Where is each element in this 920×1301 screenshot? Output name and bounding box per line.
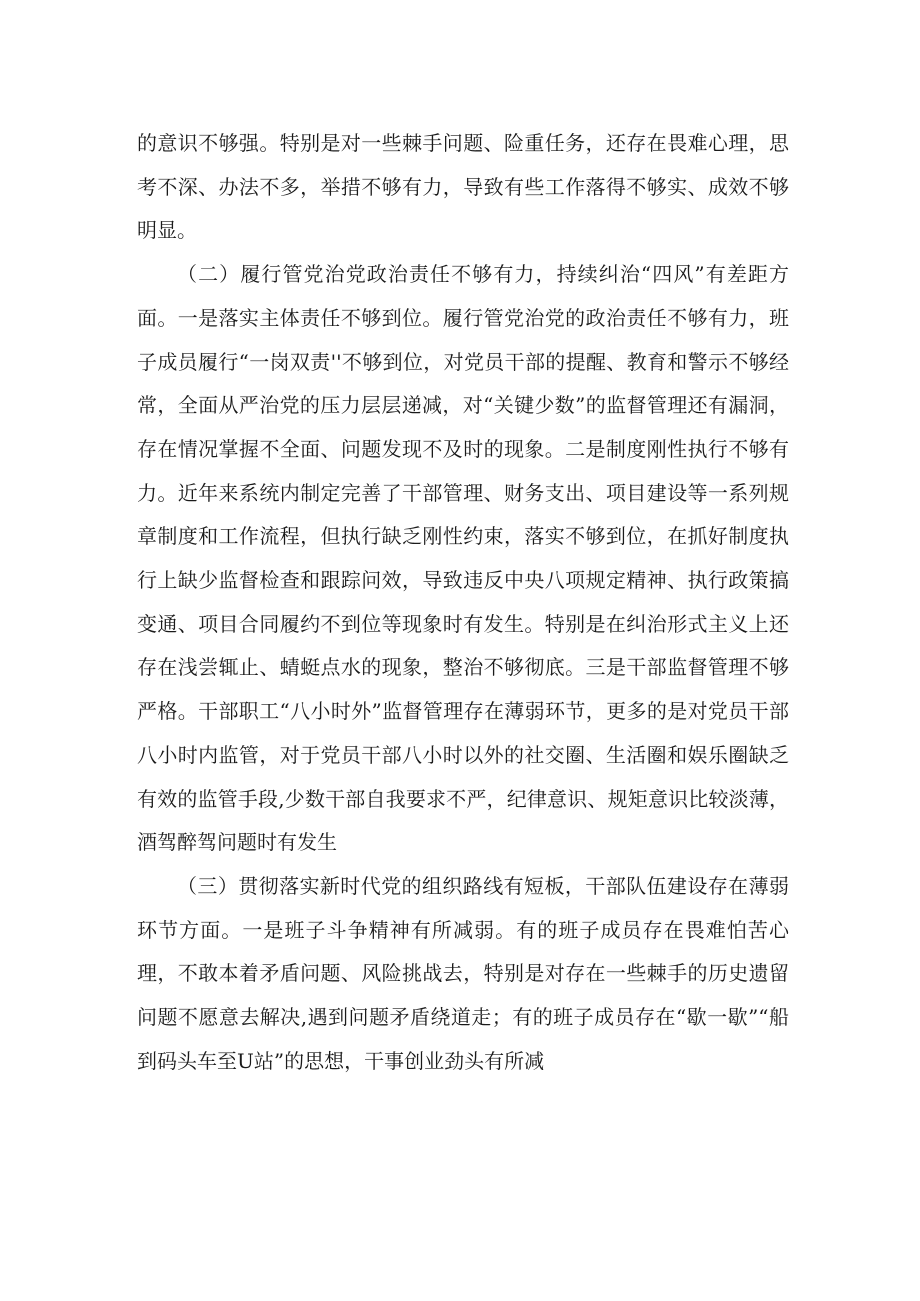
paragraph-continuation: 的意识不够强。特别是对一些棘手问题、险重任务，还存在畏难心理，思考不深、办法不多，举措不够有力，导致有些工作落得不够实、成效不够明显。 — [137, 131, 789, 243]
paragraph-section-three: （三）贯彻落实新时代党的组织路线有短板，干部队伍建设存在薄弱环节方面。一是班子斗争精神有所减弱。有的班子成员存在畏难怕苦心理，不敢本着矛盾问题、风险挑战去，特别是对存在一些棘手的历史遗留问题不愿意去解决,遇到问题矛盾绕道走；有的班子成员存在“歇一歇”“船到码头车至U站”的思想，干事创业劲头有所减 — [137, 873, 789, 1073]
paragraph-section-two: （二）履行管党治党政治责任不够有力，持续纠治“四风”有差距方面。一是落实主体责任不够到位。履行管党治党的政治责任不够有力，班子成员履行“一岗双责''不够到位，对党员干部的提醒、教育和警示不够经常，全面从严治党的压力层层递减，对“关键少数”的监督管理还有漏洞，存在情况掌握不全面、问题发现不及时的现象。二是制度刚性执行不够有力。近年来系统内制定完善了干部管理、财务支出、项目建设等一系列规章制度和工作流程，但执行缺乏刚性约束，落实不够到位，在抓好制度执行上缺少监督检查和跟踪问效，导致违反中央八项规定精神、执行政策搞变通、项目合同履约不到位等现象时有发生。特别是在纠治形式主义上还存在浅尝辄止、蜻蜓点水的现象，整治不够彻底。三是干部监督管理不够严格。干部职工“八小时外”监督管理存在薄弱环节，更多的是对党员干部八小时内监管，对于党员干部八小时以外的社交圈、生活圈和娱乐圈缺乏有效的监管手段,少数干部自我要求不严，纪律意识、规矩意识比较淡薄，酒驾醉驾问题时有发生 — [137, 262, 789, 855]
body-text — [137, 122, 789, 1083]
